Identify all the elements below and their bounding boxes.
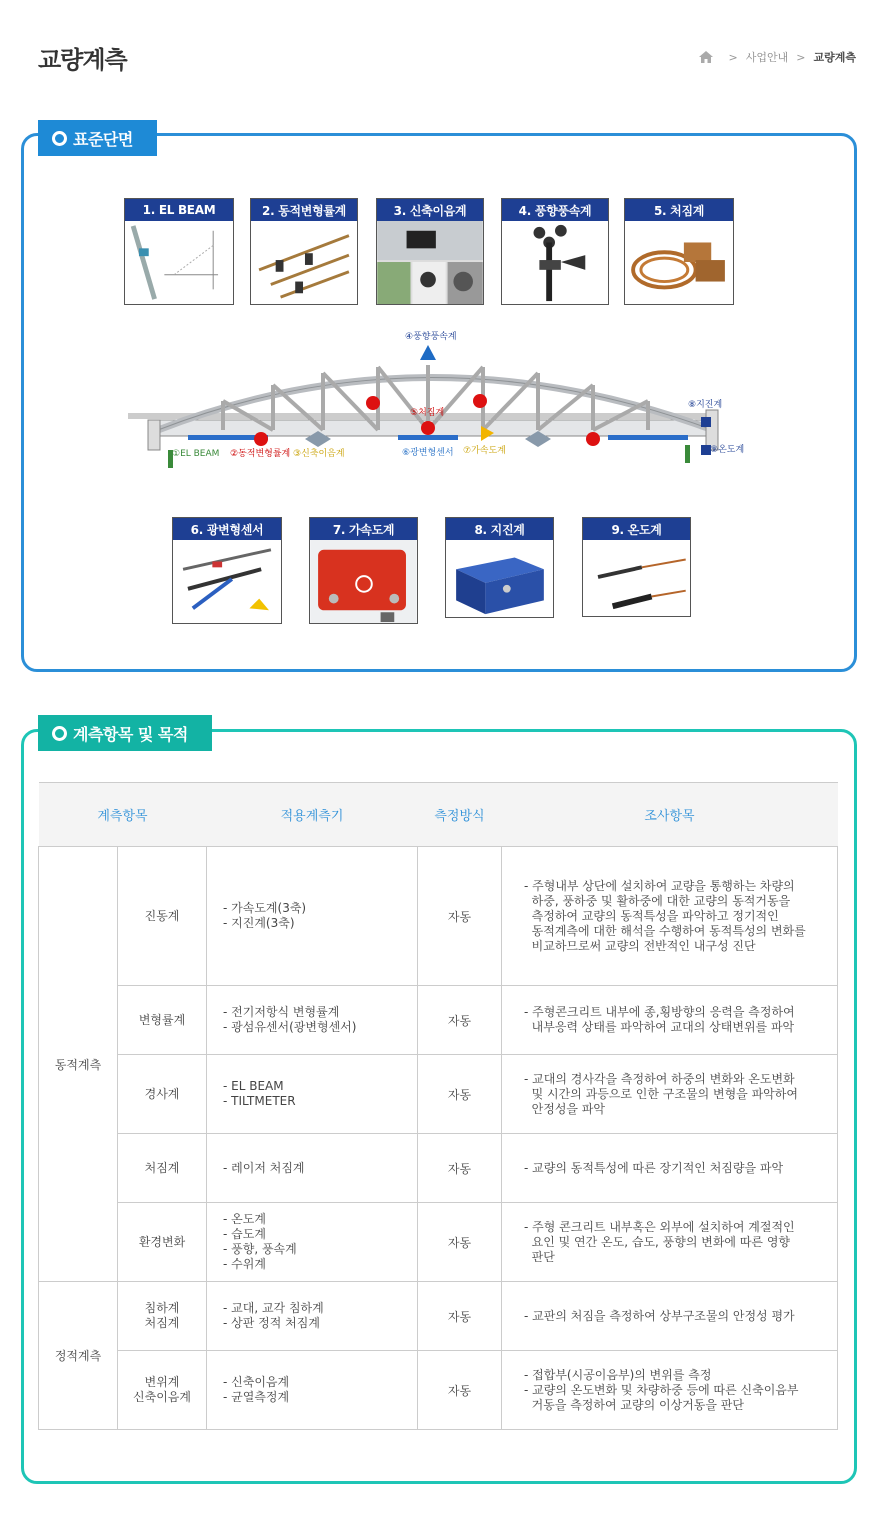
thermometer-image <box>583 540 690 616</box>
sensor-card-joint <box>376 198 484 305</box>
item-cell: 환경변화 <box>118 1203 207 1282</box>
table-row <box>39 1282 838 1351</box>
section-label-text: 계측항목 및 목적 <box>73 724 188 744</box>
measurement-table <box>38 782 838 1430</box>
method-cell: 자동 <box>418 1203 502 1282</box>
description-cell: - 주형 콘크리트 내부혹은 외부에 설치하여 계절적인 요인 및 연간 온도, 습도, 풍향의 변화에 따른 영향 판단 <box>502 1203 838 1282</box>
joint-meter-image <box>377 221 483 304</box>
sensor-card-title: 8. 지진계 <box>446 518 553 540</box>
method-cell: 자동 <box>418 847 502 986</box>
deflection-meter-image <box>625 221 733 304</box>
item-cell: 처짐계 <box>118 1134 207 1203</box>
sensor-card-title: 3. 신축이음계 <box>377 199 483 221</box>
instrument-cell: - 온도계 - 습도계 - 풍향, 풍속계 - 수위계 <box>207 1203 418 1282</box>
table-row <box>39 1203 838 1282</box>
label-joint: ③신축이음계 <box>293 449 345 459</box>
item-cell: 진동계 <box>118 847 207 986</box>
sensor-card-el-beam <box>124 198 234 305</box>
item-cell: 침하계 처짐계 <box>118 1282 207 1351</box>
instrument-cell: - 레이저 처짐계 <box>207 1134 418 1203</box>
method-cell: 자동 <box>418 1055 502 1134</box>
instrument-cell: - 가속도계(3축) - 지진계(3축) <box>207 847 418 986</box>
section-label-standard <box>38 120 157 156</box>
sensor-card-title: 7. 가속도계 <box>310 518 417 540</box>
sensor-card-seismic <box>445 517 554 618</box>
description-cell: - 주형콘크리트 내부에 종,횡방향의 응력을 측정하여 내부응력 상태를 파악하여 교대의 상태변위를 파악 <box>502 986 838 1055</box>
label-deflection: ⑤처짐계 <box>410 408 445 418</box>
instrument-cell: - 신축이음계 - 균열측정계 <box>207 1351 418 1430</box>
table-row <box>39 1351 838 1430</box>
item-cell: 변위계 신축이음계 <box>118 1351 207 1430</box>
table-row <box>39 986 838 1055</box>
sensor-card-title: 1. EL BEAM <box>125 199 233 221</box>
sensor-card-fiber <box>172 517 282 624</box>
table-row <box>39 1134 838 1203</box>
label-fiber: ⑥광변형센서 <box>402 448 454 458</box>
header-instrument: 적용계측기 <box>207 783 418 847</box>
sensor-card-title: 4. 풍향풍속계 <box>502 199 608 221</box>
label-elbeam: ①EL BEAM <box>172 449 220 459</box>
sensor-card-deflection <box>624 198 734 305</box>
group-cell: 정적계측 <box>39 1282 118 1430</box>
method-cell: 자동 <box>418 1134 502 1203</box>
breadcrumb-separator: > <box>728 50 738 64</box>
sensor-card-wind <box>501 198 609 305</box>
breadcrumb <box>699 49 856 65</box>
header-method: 측정방식 <box>418 783 502 847</box>
description-cell: - 교량의 동적특성에 따른 장기적인 처짐량을 파악 <box>502 1134 838 1203</box>
bridge-diagram <box>128 325 753 475</box>
group-cell: 동적계측 <box>39 847 118 1282</box>
sensor-card-title: 5. 처짐계 <box>625 199 733 221</box>
fiber-sensor-image <box>173 540 281 623</box>
description-cell: - 교대의 경사각을 측정하여 하중의 변화와 온도변화 및 시간의 과등으로 인한 구조물의 변형을 파악하여 안정성을 파악 <box>502 1055 838 1134</box>
instrument-cell: - 교대, 교각 침하계 - 상판 정적 처짐계 <box>207 1282 418 1351</box>
home-icon[interactable] <box>699 51 713 63</box>
label-temp: ⑨온도계 <box>710 445 745 455</box>
description-cell: - 주형내부 상단에 설치하여 교량을 통행하는 차량의 하중, 풍하중 및 활하중에 대한 교량의 동적거동을 측정하여 교량의 동적특성을 파악하고 정기적인 동적계측에 대한 해석을 수행하여 동적특성의 변화를 비교하므로써 교량의 전반적인 내구성 진단 <box>502 847 838 986</box>
label-strain: ②동적변형률계 <box>230 449 291 459</box>
page-title: 교량계측 <box>38 46 127 74</box>
circle-icon <box>52 131 67 146</box>
item-cell: 변형률계 <box>118 986 207 1055</box>
table-row <box>39 1055 838 1134</box>
table-header-row <box>39 783 838 847</box>
label-accel: ⑦가속도계 <box>463 446 506 456</box>
label-seismic: ⑧지진계 <box>688 400 723 410</box>
table-row <box>39 847 838 986</box>
section-label-text: 표준단면 <box>73 129 133 149</box>
anemometer-image <box>502 221 608 304</box>
method-cell: 자동 <box>418 1282 502 1351</box>
label-wind: ④풍향풍속계 <box>405 332 457 342</box>
breadcrumb-separator: > <box>796 50 806 64</box>
breadcrumb-current: 교량계측 <box>813 51 856 64</box>
instrument-cell: - EL BEAM - TILTMETER <box>207 1055 418 1134</box>
description-cell: - 교판의 처짐을 측정하여 상부구조물의 안정성 평가 <box>502 1282 838 1351</box>
description-cell: - 접합부(시공이음부)의 변위를 측정 - 교량의 온도변화 및 차량하중 등에 따른 신축이음부 거동을 측정하여 교량의 이상거동을 판단 <box>502 1351 838 1430</box>
method-cell: 자동 <box>418 1351 502 1430</box>
sensor-card-title: 2. 동적변형률계 <box>251 199 357 221</box>
breadcrumb-item-business[interactable]: 사업안내 <box>745 51 789 64</box>
sensor-card-title: 9. 온도계 <box>583 518 690 540</box>
section-label-measurement <box>38 715 212 751</box>
sensor-card-accel <box>309 517 418 624</box>
method-cell: 자동 <box>418 986 502 1055</box>
seismometer-image <box>446 540 553 617</box>
instrument-cell: - 전기저항식 변형률계 - 광섬유센서(광변형센서) <box>207 986 418 1055</box>
el-beam-image <box>125 221 233 304</box>
sensor-card-title: 6. 광변형센서 <box>173 518 281 540</box>
circle-icon <box>52 726 67 741</box>
header-description: 조사항목 <box>502 783 838 847</box>
header-item: 계측항목 <box>39 783 207 847</box>
sensor-card-temp <box>582 517 691 617</box>
accelerometer-image <box>310 540 417 623</box>
strain-gauge-image <box>251 221 357 304</box>
item-cell: 경사계 <box>118 1055 207 1134</box>
sensor-card-strain <box>250 198 358 305</box>
